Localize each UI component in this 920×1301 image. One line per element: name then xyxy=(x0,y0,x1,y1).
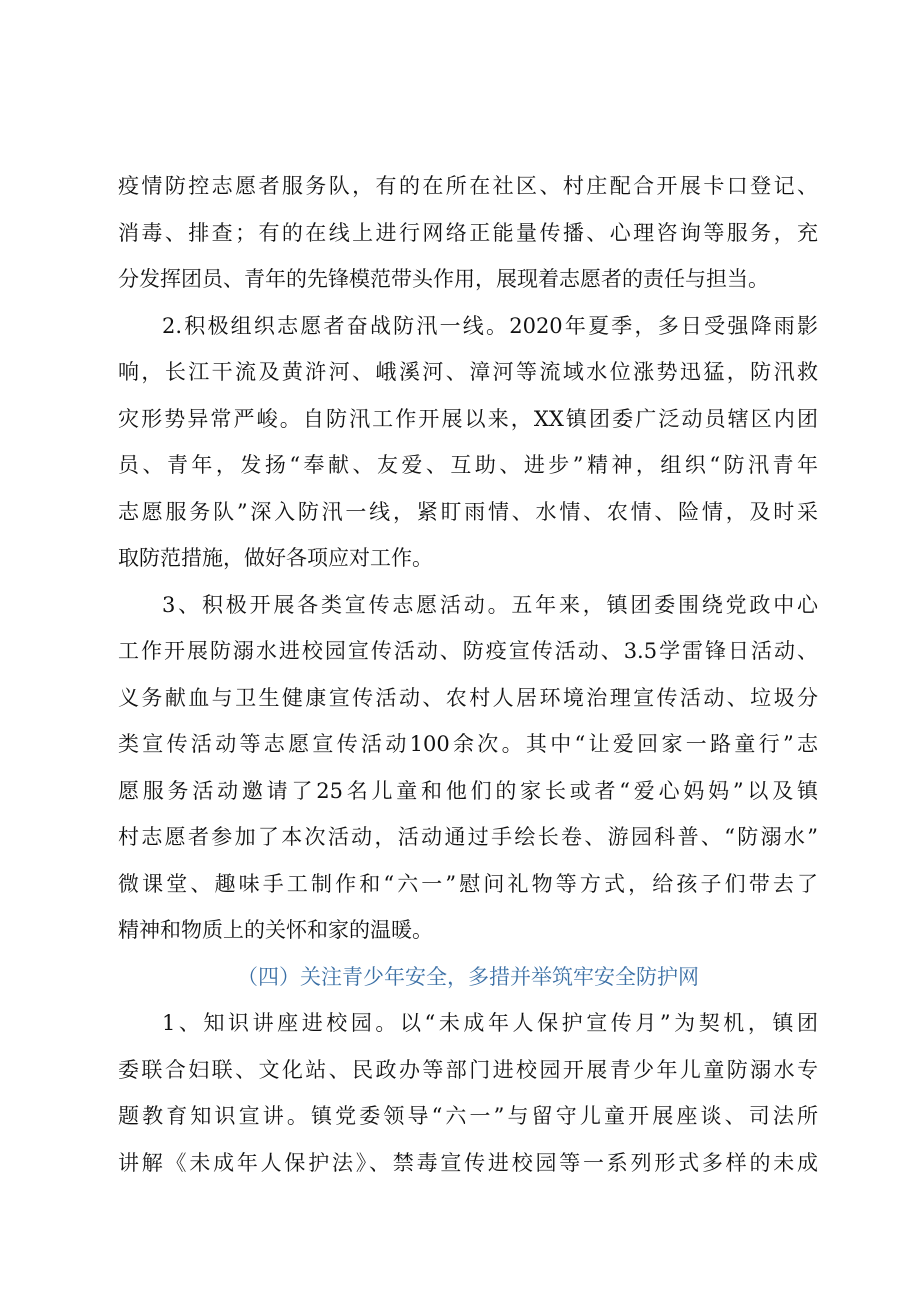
paragraph-line: 村志愿者参加了本次活动，活动通过手绘长卷、游园科普、“防溺水” xyxy=(118,825,818,849)
paragraph-line: 2.积极组织志愿者奋战防汛一线。2020年夏季，多日受强降雨影 xyxy=(162,314,818,338)
paragraph-line: 灾形势异常严峻。自防汛工作开展以来，XX镇团委广泛动员辖区内团 xyxy=(118,407,818,431)
paragraph-line: 讲解《未成年人保护法》、禁毒宣传进校园等一系列形式多样的未成 xyxy=(118,1151,818,1175)
section-heading: （四）关注青少年安全，多措并举筑牢安全防护网 xyxy=(237,965,699,989)
paragraph-line: 微课堂、趣味手工制作和“六一”慰问礼物等方式，给孩子们带去了 xyxy=(118,872,818,896)
paragraph-line: 3、积极开展各类宣传志愿活动。五年来，镇团委围绕党政中心 xyxy=(162,593,818,617)
paragraph-line: 取防范措施，做好各项应对工作。 xyxy=(118,546,433,570)
paragraph-line: 疫情防控志愿者服务队，有的在所在社区、村庄配合开展卡口登记、 xyxy=(118,174,818,198)
paragraph-line: 题教育知识宣讲。镇党委领导“六一”与留守儿童开展座谈、司法所 xyxy=(118,1104,818,1128)
paragraph-line: 精神和物质上的关怀和家的温暖。 xyxy=(118,918,433,942)
paragraph-line: 消毒、排查；有的在线上进行网络正能量传播、心理咨询等服务，充 xyxy=(118,221,818,245)
paragraph-line: 委联合妇联、文化站、民政办等部门进校园开展青少年儿童防溺水专 xyxy=(118,1058,818,1082)
paragraph-line: 1、知识讲座进校园。以“未成年人保护宣传月”为契机，镇团 xyxy=(162,1011,818,1035)
paragraph-line: 响，长江干流及黄浒河、峨溪河、漳河等流域水位涨势迅猛，防汛救 xyxy=(118,360,818,384)
paragraph-line: 分发挥团员、青年的先锋模范带头作用，展现着志愿者的责任与担当。 xyxy=(118,267,769,291)
paragraph-line: 愿服务活动邀请了25名儿童和他们的家长或者“爱心妈妈”以及镇 xyxy=(118,779,818,803)
paragraph-line: 工作开展防溺水进校园宣传活动、防疫宣传活动、3.5学雷锋日活动、 xyxy=(118,639,818,663)
paragraph-line: 员、青年，发扬“奉献、友爱、互助、进步”精神，组织“防汛青年 xyxy=(118,453,818,477)
paragraph-line: 志愿服务队”深入防汛一线，紧盯雨情、水情、农情、险情，及时采 xyxy=(118,500,818,524)
paragraph-line: 义务献血与卫生健康宣传活动、农村人居环境治理宣传活动、垃圾分 xyxy=(118,686,818,710)
paragraph-line: 类宣传活动等志愿宣传活动100余次。其中“让爱回家一路童行”志 xyxy=(118,732,818,756)
